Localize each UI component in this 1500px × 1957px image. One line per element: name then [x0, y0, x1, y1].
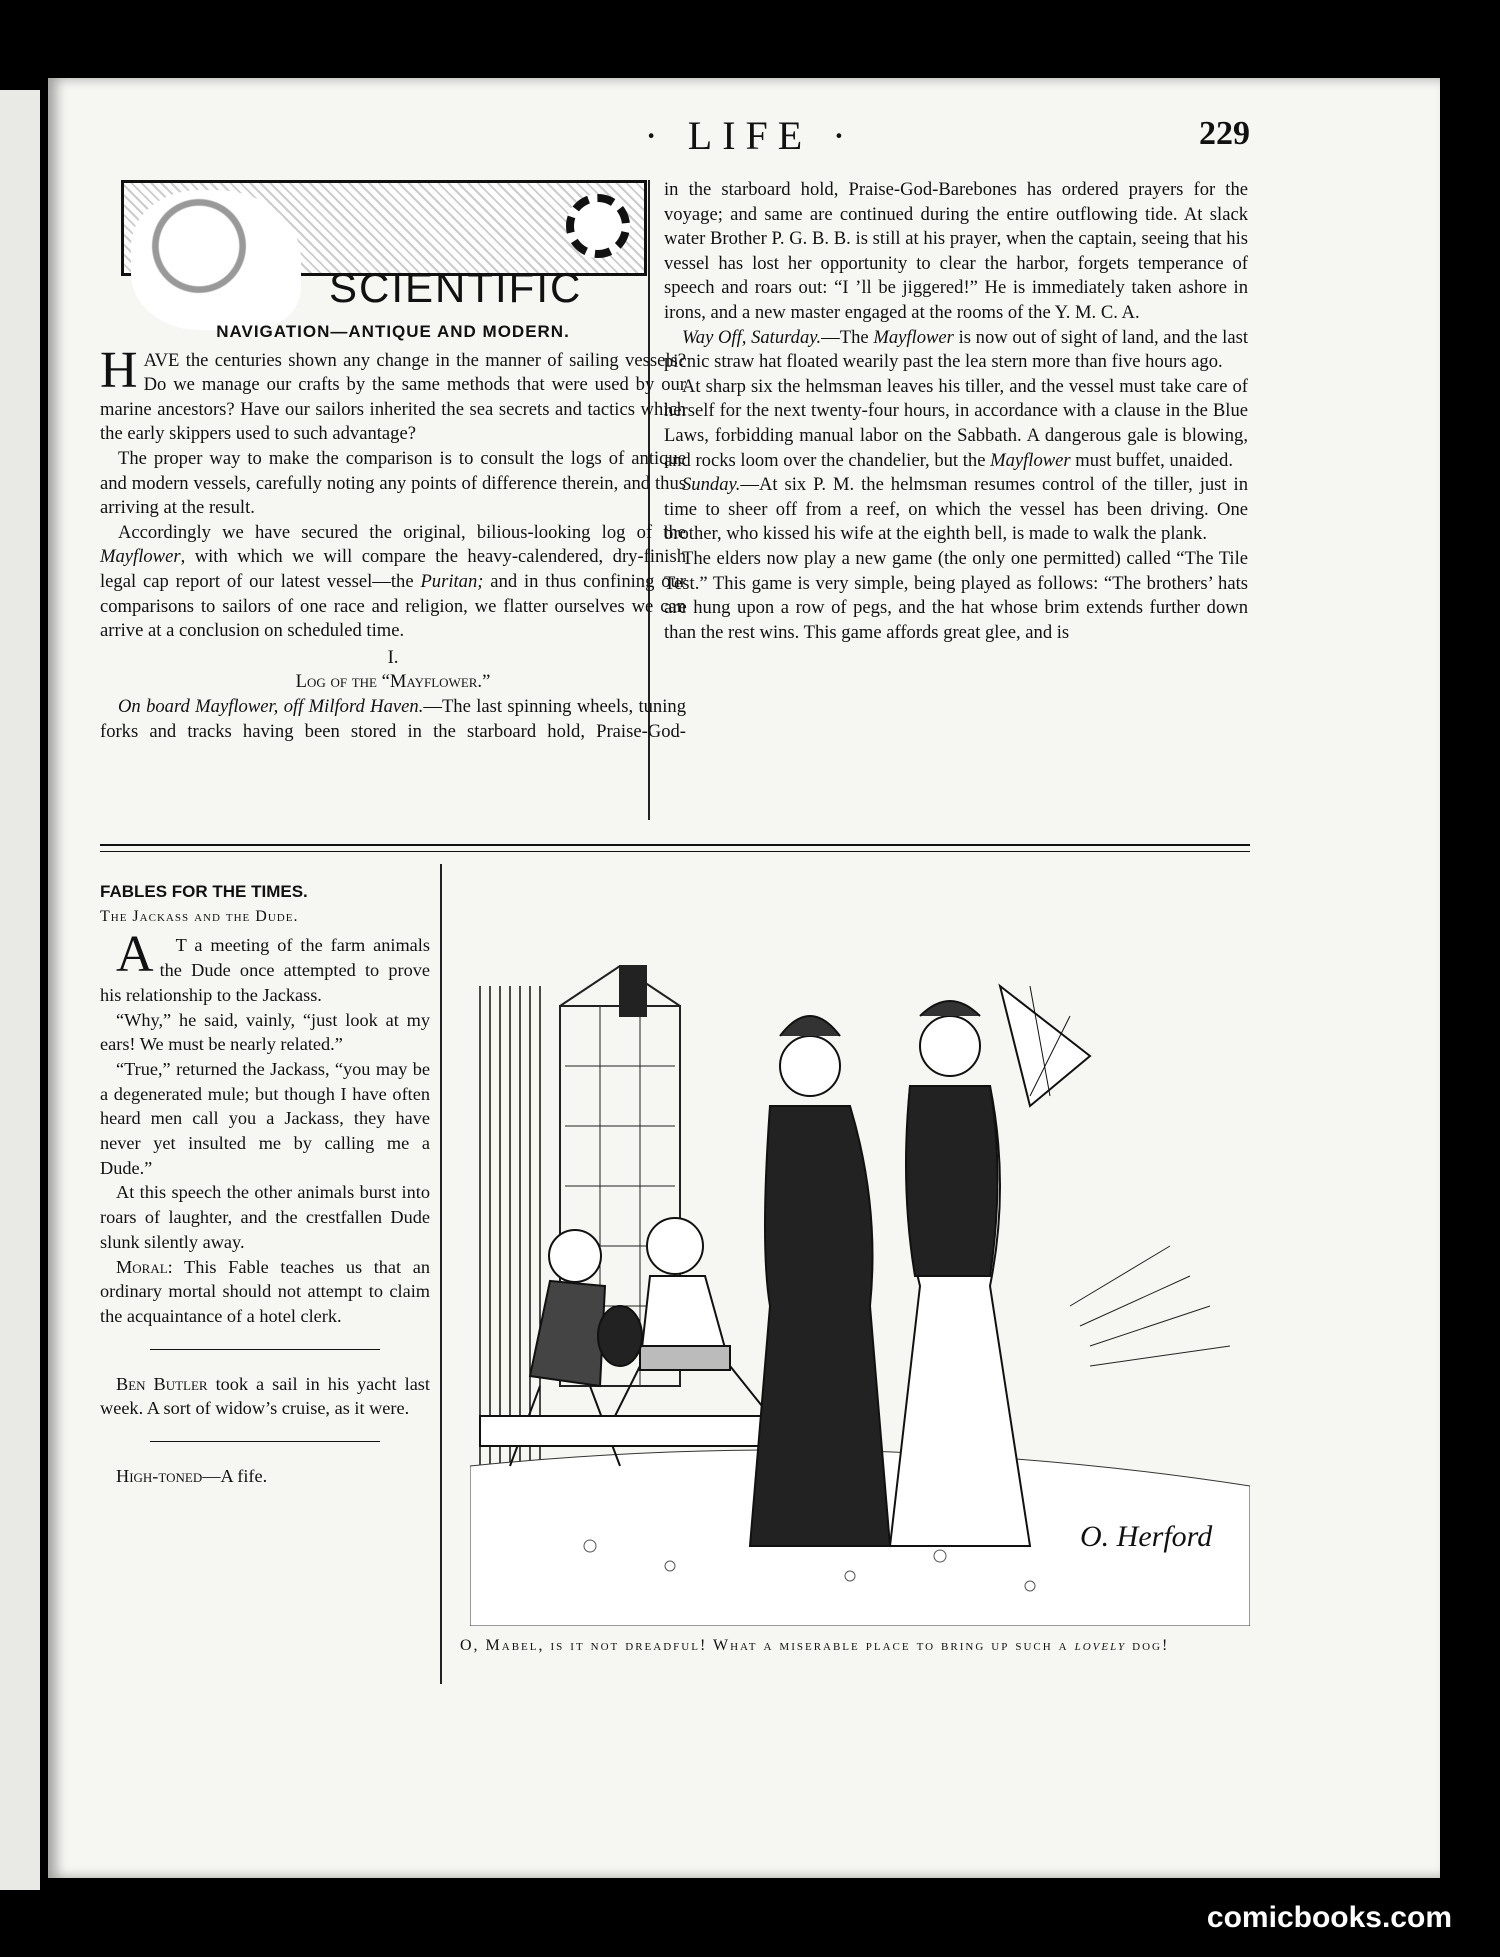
- article-paragraph: On board Mayflower, off Milford Haven.—The last spinning wheels, tuning forks and tracks having been stored in the starboard hold, Praise-God-: [100, 695, 686, 742]
- fable-paragraph: “Why,” he said, vainly, “just look at my ears! We must be nearly related.”: [100, 1009, 430, 1055]
- drop-cap: A: [116, 926, 154, 984]
- divider: [150, 1349, 380, 1350]
- page-title: · LIFE ·: [644, 113, 856, 158]
- column-divider: [440, 864, 442, 1684]
- fable-paragraph: A T a meeting of the farm animals the Dude once attempted to prove his relationship to the Jackass.: [100, 926, 430, 1005]
- adjacent-page-edge: [0, 90, 40, 1890]
- banner-word: SCIENTIFIC: [329, 264, 583, 311]
- shrubs: [1070, 1246, 1230, 1366]
- fable-moral: Moral: This Fable teaches us that an ordinary mortal should not attempt to claim the acquaintance of a hotel clerk.: [100, 1256, 430, 1326]
- fables-column: [100, 880, 430, 1489]
- page-number: 229: [1199, 115, 1250, 152]
- pen-illustration: [470, 946, 1250, 1626]
- article-paragraph: The elders now play a new game (the only one permitted) called “The Tile Test.” This game is very simple, being played as follows: “The brothers’ hats are hung upon a row of pegs, and the hat whose brim extends further down than the rest wins. This game affords great glee, and is: [664, 547, 1248, 643]
- article-paragraph: Way Off, Saturday.—The Mayflower is now out of sight of land, and the last picnic straw hat floated wearily past the lea stern more than five hours ago.: [664, 326, 1248, 373]
- article-paragraph: At sharp six the helmsman leaves his tiller, and the vessel must take care of herself for the next twenty-four hours, in accordance with a clause in the Blue Laws, forbidding manual labor on the Sabbath. A dangerous gale is blowing, and rocks loom over the chandelier, but the Mayflower must buffet, unaided.: [664, 375, 1248, 471]
- article-paragraph: Accordingly we have secured the original, bilious-looking log of the Mayflower, with which we will compare the heavy-calendered, dry-finish legal cap report of our latest vessel—the Puritan; and in thus confining our comparisons to sailors of one race and religion, we flatter ourselves we can arrive at a conclusion on scheduled time.: [100, 521, 686, 642]
- illustration-caption: O, Mabel, is it not dreadful! What a miserable place to bring up such a lovely dog!: [460, 1637, 1170, 1654]
- divider: [150, 1441, 380, 1442]
- fables-heading: FABLES FOR THE TIMES.: [100, 882, 308, 901]
- gear-icon: [566, 194, 630, 258]
- watermark: comicbooks.com: [1206, 1901, 1452, 1934]
- article-paragraph: Sunday.—At six P. M. the helmsman resumes control of the tiller, just in time to sheer off from a reef, on which the vessel has been driving. One brother, who kissed his wife at the eighth bell, is made to walk the plank.: [664, 474, 1248, 545]
- article-heading: NAVIGATION—ANTIQUE AND MODERN.: [216, 322, 570, 341]
- article-paragraph-continued: in the starboard hold, Praise-God-Barebones has ordered prayers for the voyage; and same are continued during the entire outflowing tide. At slack water Brother P. G. B. B. is still at his prayer, when the captain, seeing that his vessel has lost her opportunity to clear the harbor, forgets temperance of speech and roars out: “I ’ll be jiggered!” He is immediately taken ashore in irons, and a new master engaged at the rooms of the Y. M. C. A.: [664, 179, 1248, 323]
- article-left-column: [100, 320, 686, 744]
- drop-cap: H: [100, 341, 138, 399]
- artist-signature: O. Herford: [1080, 1520, 1213, 1553]
- scientific-banner: [121, 180, 641, 330]
- butler-squib: Ben Butler took a sail in his yacht last week. A sort of widow’s cruise, as it were.: [100, 1373, 431, 1419]
- fable-paragraph: “True,” returned the Jackass, “you may be a degenerated mule; but though I have often heard men call you a Jackass, they have never yet insulted me by calling me a Dude.”: [100, 1058, 430, 1178]
- section-number: I.: [387, 646, 399, 668]
- log-title: Log of the “Mayflower.”: [295, 671, 491, 693]
- fable-paragraph: At this speech the other animals burst into roars of laughter, and the crestfallen Dude slunk silently away.: [100, 1182, 430, 1252]
- article-right-column: [664, 178, 1248, 645]
- article-paragraph: The proper way to make the comparison is to consult the logs of antique and modern vessels, carefully noting any points of difference therein, and thus arriving at the result.: [100, 447, 686, 519]
- section-rule: [100, 851, 1250, 852]
- article-paragraph: HAVE the centuries shown any change in the manner of sailing vessels? Do we manage our crafts by the same methods that were used by our marine ancestors? Have our sailors inherited the sea secrets and tactics which the early skippers used to such advantage?: [100, 341, 686, 445]
- section-rule: [100, 844, 1250, 846]
- hightoned-squib: High-toned—A fife.: [116, 1466, 268, 1487]
- cherub-illustration: [131, 190, 301, 330]
- fable-title: The Jackass and the Dude.: [100, 907, 299, 925]
- stone-bench: [480, 1416, 800, 1446]
